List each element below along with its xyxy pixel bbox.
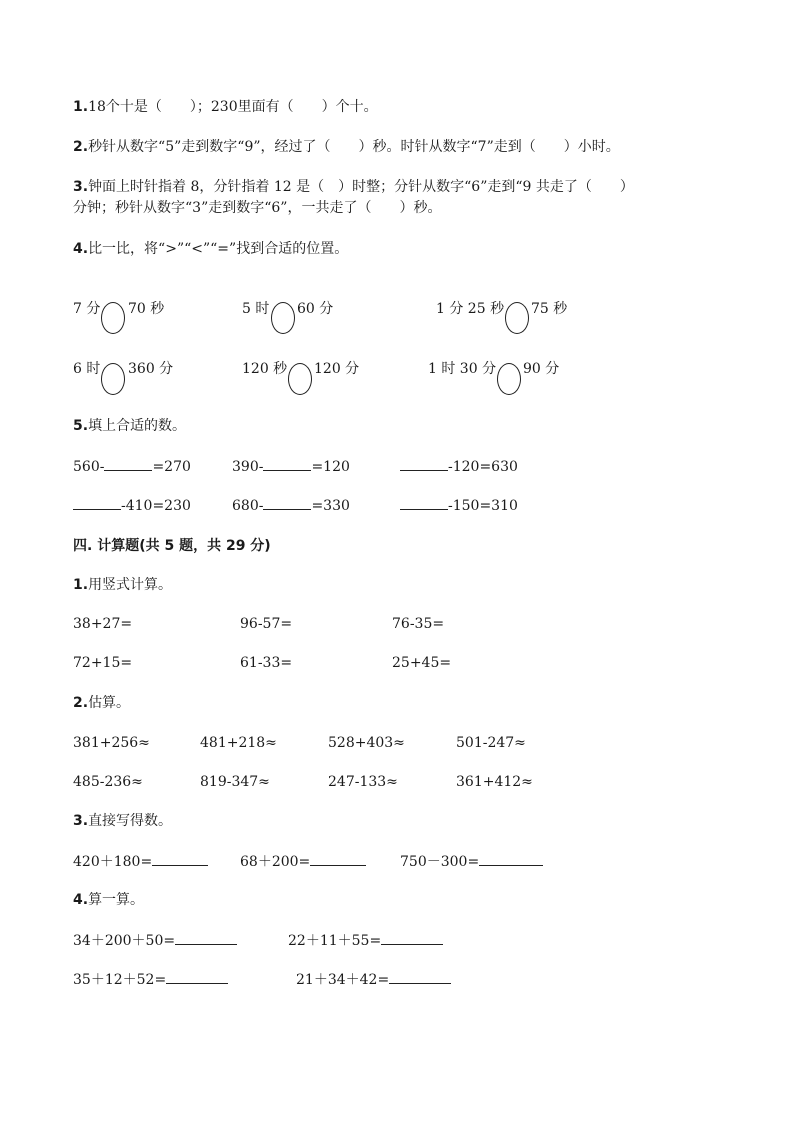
compute-item: 35＋12＋52= bbox=[73, 969, 228, 990]
compare-left: 1 分 25 秒 bbox=[436, 301, 505, 317]
compare-right: 75 秒 bbox=[531, 301, 568, 317]
answer-blank[interactable] bbox=[400, 495, 448, 510]
question-2: 2.秒针从数字“5”走到数字“9”，经过了（ ）秒。时针从数字“7”走到（ ）小时。 bbox=[73, 139, 620, 155]
fill-item: 680- =330 bbox=[232, 495, 350, 516]
estimate-item: 501-247≈ bbox=[456, 735, 526, 751]
compare-right: 60 分 bbox=[297, 301, 334, 317]
compare-blank-oval[interactable] bbox=[101, 302, 125, 334]
calc-question-3: 3.直接写得数。 bbox=[73, 813, 173, 829]
calc-item: 96-57= bbox=[240, 616, 293, 632]
compare-right: 70 秒 bbox=[128, 301, 165, 317]
estimate-item: 247-133≈ bbox=[328, 774, 398, 790]
fill-item: 390- =120 bbox=[232, 456, 350, 477]
calc-item: 38+27= bbox=[73, 616, 133, 632]
calc-question-1: 1.用竖式计算。 bbox=[73, 577, 173, 593]
question-3: 3.钟面上时针指着 8，分针指着 12 是（ ）时整；分针从数字“6”走到“9 共走了（ ） bbox=[73, 179, 634, 195]
section-title: 四. 计算题(共 5 题，共 29 分) bbox=[73, 538, 271, 554]
direct-item: 420＋180= bbox=[73, 851, 208, 872]
direct-item: 68＋200= bbox=[240, 851, 366, 872]
estimate-item: 528+403≈ bbox=[328, 735, 405, 751]
answer-blank[interactable] bbox=[400, 456, 448, 471]
answer-blank[interactable] bbox=[263, 495, 311, 510]
fill-item: 560- =270 bbox=[73, 456, 191, 477]
compute-item: 22＋11＋55= bbox=[288, 930, 443, 951]
compare-right: 90 分 bbox=[523, 361, 560, 377]
compare-blank-oval[interactable] bbox=[497, 363, 521, 395]
compare-right: 360 分 bbox=[128, 361, 174, 377]
compare-blank-oval[interactable] bbox=[271, 302, 295, 334]
estimate-item: 361+412≈ bbox=[456, 774, 533, 790]
compute-item: 34＋200＋50= bbox=[73, 930, 237, 951]
answer-blank[interactable] bbox=[104, 456, 152, 471]
answer-blank[interactable] bbox=[263, 456, 311, 471]
calc-item: 72+15= bbox=[73, 655, 133, 671]
compare-blank-oval[interactable] bbox=[288, 363, 312, 395]
question-3-continued: 分钟；秒针从数字“3”走到数字“6”，一共走了（ ）秒。 bbox=[73, 200, 442, 216]
compare-blank-oval[interactable] bbox=[505, 302, 529, 334]
answer-blank[interactable] bbox=[175, 930, 237, 945]
direct-item: 750－300= bbox=[400, 851, 543, 872]
answer-blank[interactable] bbox=[389, 969, 451, 984]
estimate-item: 485-236≈ bbox=[73, 774, 143, 790]
answer-blank[interactable] bbox=[310, 851, 366, 866]
answer-blank[interactable] bbox=[479, 851, 543, 866]
compute-item: 21＋34＋42= bbox=[296, 969, 451, 990]
compare-left: 120 秒 bbox=[242, 361, 288, 377]
estimate-item: 481+218≈ bbox=[200, 735, 277, 751]
fill-item: -150=310 bbox=[400, 495, 518, 516]
answer-blank[interactable] bbox=[152, 851, 208, 866]
question-4: 4.比一比，将“>”“<”“=”找到合适的位置。 bbox=[73, 241, 349, 257]
calc-item: 61-33= bbox=[240, 655, 293, 671]
compare-left: 6 时 bbox=[73, 361, 101, 377]
calc-item: 25+45= bbox=[392, 655, 452, 671]
calc-item: 76-35= bbox=[392, 616, 445, 632]
compare-left: 1 时 30 分 bbox=[428, 361, 497, 377]
compare-left: 7 分 bbox=[73, 301, 101, 317]
calc-question-4: 4.算一算。 bbox=[73, 892, 145, 908]
compare-left: 5 时 bbox=[242, 301, 270, 317]
question-1: 1.18个十是（ ）；230里面有（ ）个十。 bbox=[73, 99, 378, 115]
answer-blank[interactable] bbox=[73, 495, 121, 510]
compare-blank-oval[interactable] bbox=[101, 363, 125, 395]
answer-blank[interactable] bbox=[166, 969, 228, 984]
fill-item: -120=630 bbox=[400, 456, 518, 477]
calc-question-2: 2.估算。 bbox=[73, 695, 131, 711]
fill-item: -410=230 bbox=[73, 495, 191, 516]
question-5: 5.填上合适的数。 bbox=[73, 418, 187, 434]
answer-blank[interactable] bbox=[381, 930, 443, 945]
compare-right: 120 分 bbox=[314, 361, 360, 377]
estimate-item: 381+256≈ bbox=[73, 735, 150, 751]
estimate-item: 819-347≈ bbox=[200, 774, 270, 790]
